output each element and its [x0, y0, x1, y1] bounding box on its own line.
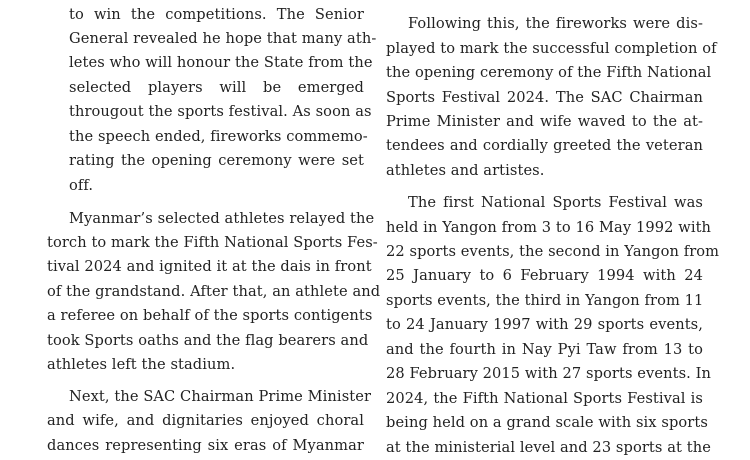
text-line: the opening ceremony of the Fifth National [386, 64, 712, 81]
text-line: of the grandstand. After that, an athlete and [47, 283, 381, 300]
text-line: tival 2024 and ignited it at the dais in front [47, 258, 372, 275]
text-line: torch to mark the Fifth National Sports Fes- [47, 234, 378, 251]
text-line: The first National Sports Festival was [408, 194, 703, 211]
text-line: to 24 January 1997 with 29 sports events, [386, 316, 703, 333]
text-line: the speech ended, fireworks commemo- [69, 128, 368, 145]
text-line: and wife, and dignitaries enjoyed choral [47, 412, 364, 429]
text-line: a referee on behalf of the sports contigents [47, 307, 373, 324]
text-line: athletes left the stadium. [47, 356, 236, 373]
text-line: off. [69, 177, 94, 194]
text-line: letes who will honour the State from the [69, 54, 373, 71]
text-line: Myanmar’s selected athletes relayed the [69, 210, 375, 227]
text-line: dances representing six eras of Myanmar [47, 437, 364, 454]
text-line: played to mark the successful completion of [386, 40, 717, 57]
text-line: througout the sports festival. As soon as [69, 103, 372, 120]
text-line: General revealed he hope that many ath- [69, 30, 377, 47]
text-line: and the fourth in Nay Pyi Taw from 13 to [386, 341, 703, 358]
text-line: Sports Festival 2024. The SAC Chairman [386, 89, 703, 106]
text-line: being held on a grand scale with six sports [386, 414, 708, 431]
text-line: Prime Minister and wife waved to the at- [386, 113, 703, 130]
text-line: 2024, the Fifth National Sports Festival is [386, 390, 703, 407]
text-line: held in Yangon from 3 to 16 May 1992 with [386, 219, 712, 236]
text-line: Following this, the fireworks were dis- [408, 15, 703, 32]
text-line: athletes and artistes. [386, 162, 545, 179]
text-line: sports events, the third in Yangon from 11 [386, 292, 704, 309]
text-line: Next, the SAC Chairman Prime Minister [69, 388, 372, 405]
text-line: at the ministerial level and 23 sports at the [386, 439, 711, 456]
text-line: to win the competitions. The Senior [69, 6, 364, 23]
text-line: selected players will be emerged [69, 79, 364, 96]
text-line: rating the opening ceremony were set [69, 152, 364, 169]
text-line: 25 January to 6 February 1994 with 24 [386, 267, 703, 284]
text-line: 28 February 2015 with 27 sports events. In [386, 365, 711, 382]
text-line: 22 sports events, the second in Yangon from [386, 243, 720, 260]
text-line: tendees and cordially greeted the veteran [386, 137, 703, 154]
text-line: took Sports oaths and the flag bearers and [47, 332, 369, 349]
